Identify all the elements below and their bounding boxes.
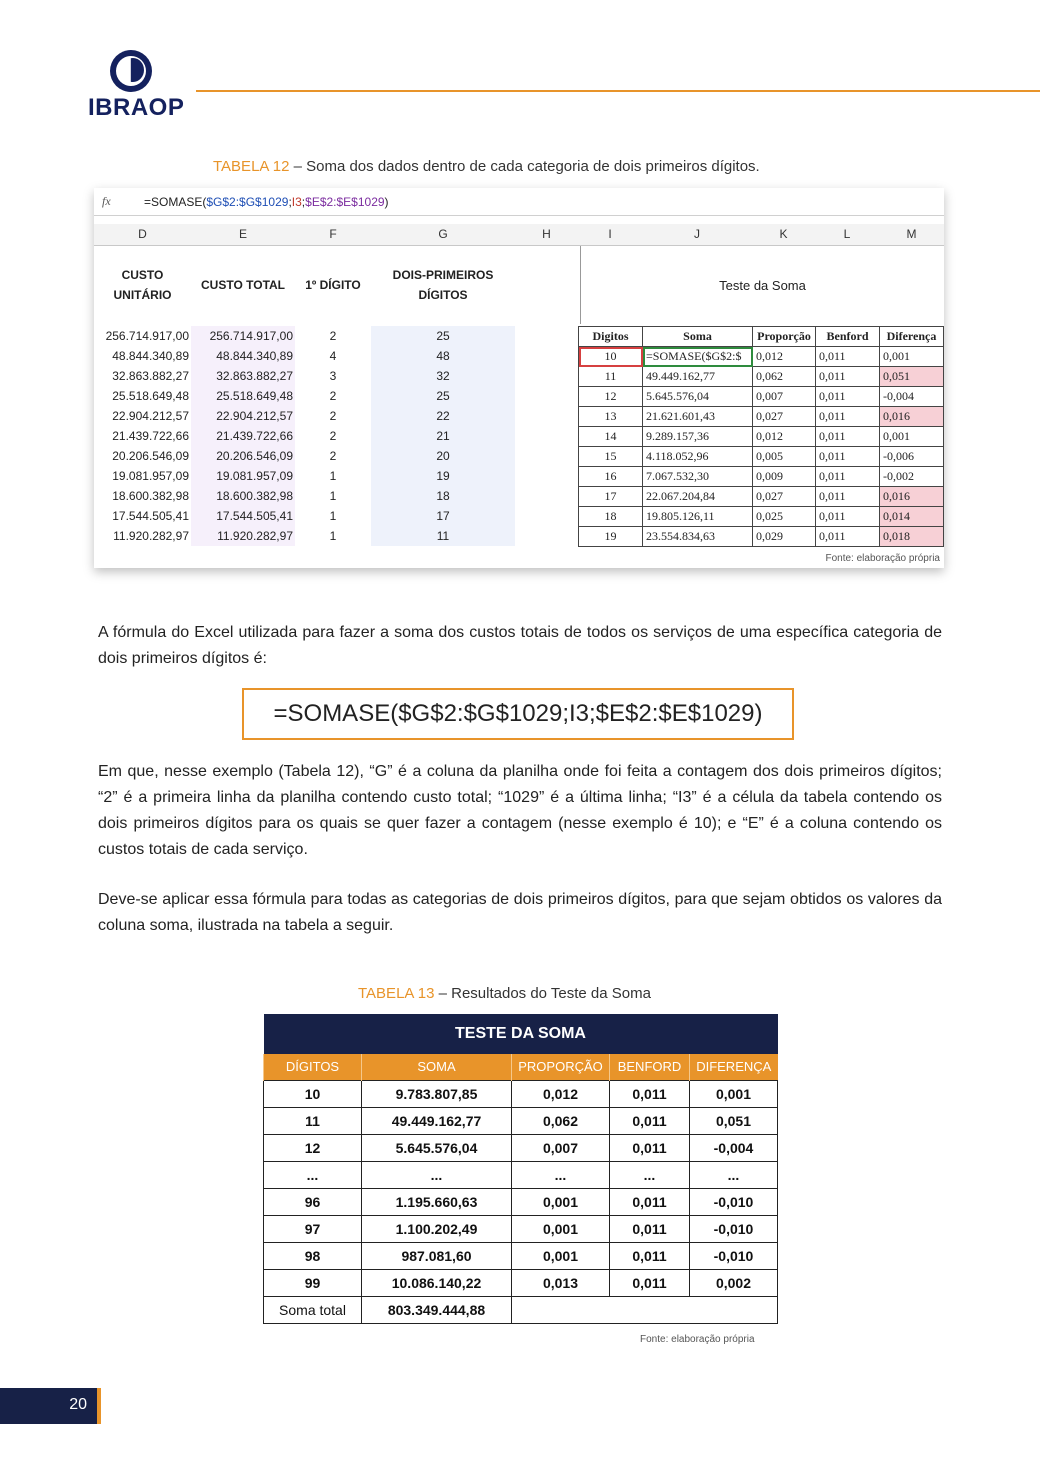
cell-g: 11 [371, 526, 515, 546]
table13-cell: 0,011 [610, 1080, 690, 1107]
cell-k: 0,012 [753, 427, 816, 447]
cell-i: 12 [579, 387, 643, 407]
table13-cell: 10.086.140,22 [362, 1269, 512, 1296]
table13-cell: 0,011 [610, 1107, 690, 1134]
cell-f: 4 [329, 349, 337, 363]
table13-cell: 1.100.202,49 [362, 1215, 512, 1242]
cell-l: 0,011 [816, 427, 880, 447]
cell-e: 20.206.546,09 [191, 446, 295, 466]
table13-banner: TESTE DA SOMA [264, 1014, 778, 1054]
table13-cell: -0,010 [690, 1215, 778, 1242]
table13-header-5: DIFERENÇA [690, 1054, 778, 1080]
teste-da-soma-title: Teste da Soma [580, 246, 944, 324]
right-header-3: Proporção [753, 327, 816, 347]
table-row [579, 387, 944, 407]
cell-e: 22.904.212,57 [191, 406, 295, 426]
table-row [579, 427, 944, 447]
table13-caption [358, 985, 651, 1002]
cell-m: -0,002 [880, 467, 944, 487]
table13-cell: 0,001 [512, 1188, 610, 1215]
left-header-1: CUSTO UNITÁRIO [113, 268, 172, 302]
logo-text: IBRAOP [88, 94, 185, 121]
cell-g: 48 [371, 346, 515, 366]
table13-cell: -0,010 [690, 1188, 778, 1215]
cell-d: 48.844.340,89 [112, 349, 189, 363]
cell-h [515, 526, 578, 546]
table13-label: TABELA 13 [358, 985, 435, 1002]
table13-cell: 0,062 [512, 1107, 610, 1134]
table-row [94, 526, 578, 546]
cell-g: 21 [371, 426, 515, 446]
cell-k: 0,029 [753, 527, 816, 547]
table13-cell: 0,002 [690, 1269, 778, 1296]
cell-i: 17 [579, 487, 643, 507]
cell-f: 2 [329, 449, 337, 463]
cell-e: 18.600.382,98 [191, 486, 295, 506]
table13-cell: 0,001 [690, 1080, 778, 1107]
cell-l: 0,011 [816, 467, 880, 487]
cell-f: 2 [329, 409, 337, 423]
cell-f: 2 [329, 429, 337, 443]
cell-m: 0,018 [880, 527, 944, 547]
table13-cell: 0,012 [512, 1080, 610, 1107]
cell-d: 21.439.722,66 [112, 429, 189, 443]
cell-k: 0,027 [753, 487, 816, 507]
table13-cell: 96 [264, 1188, 362, 1215]
table-row [94, 446, 578, 466]
cell-l: 0,011 [816, 487, 880, 507]
cell-g: 19 [371, 466, 515, 486]
cell-h [515, 466, 578, 486]
column-letter-i: I [608, 227, 612, 241]
cell-d: 32.863.882,27 [112, 369, 189, 383]
cell-j: 49.449.162,77 [643, 367, 753, 387]
fx-icon: fx [102, 194, 111, 208]
cell-i: 16 [579, 467, 643, 487]
table13-cell: 99 [264, 1269, 362, 1296]
table13-cell: 0,011 [610, 1134, 690, 1161]
cell-e: 256.714.917,00 [191, 326, 295, 346]
cell-l: 0,011 [816, 447, 880, 467]
table13-header-3: PROPORÇÃO [512, 1054, 610, 1080]
column-letter-g: G [438, 227, 448, 241]
cell-h [515, 346, 578, 366]
cell-k: 0,007 [753, 387, 816, 407]
cell-h [515, 506, 578, 526]
column-letter-h: H [542, 227, 551, 241]
table13-cell: 987.081,60 [362, 1242, 512, 1269]
cell-m: 0,014 [880, 507, 944, 527]
cell-h [515, 406, 578, 426]
cell-e: 19.081.957,09 [191, 466, 295, 486]
left-header-2: CUSTO TOTAL [201, 278, 285, 292]
table13-cell: -0,004 [690, 1134, 778, 1161]
cell-g: 20 [371, 446, 515, 466]
table-row [264, 1134, 778, 1161]
table13-cell: 0,007 [512, 1134, 610, 1161]
right-header-1: Digitos [579, 327, 643, 347]
cell-m: -0,006 [880, 447, 944, 467]
cell-m: 0,001 [880, 347, 944, 367]
table13-total-value: 803.349.444,88 [362, 1296, 512, 1323]
table-row [94, 366, 578, 386]
column-letter-l: L [843, 227, 851, 241]
cell-m: 0,051 [880, 367, 944, 387]
table13-cell: 98 [264, 1242, 362, 1269]
cell-f: 1 [329, 469, 337, 483]
cell-j: 7.067.532,30 [643, 467, 753, 487]
paragraph-2: Em que, nesse exemplo (Tabela 12), “G” é a coluna da planilha onde foi feita a contagem dos dois primeiros dígitos; “2” é a primeira linha da planilha contendo custo total; “1029” é a última linha; “I3” é a célula da tabela contendo os dois primeiros dígitos para os quais se quer fazer a contagem (nesse exemplo é 10); e “E” é a coluna contendo os custos totais de cada serviço. [98, 763, 942, 858]
cell-d: 256.714.917,00 [105, 329, 189, 343]
column-letter-k: K [779, 227, 788, 241]
table-row [264, 1215, 778, 1242]
table-row [579, 447, 944, 467]
table13-cell: 5.645.576,04 [362, 1134, 512, 1161]
column-letter-f: F [329, 227, 337, 241]
table-row [579, 367, 944, 387]
cell-f: 2 [329, 389, 337, 403]
table-row [94, 326, 578, 346]
cell-e: 48.844.340,89 [191, 346, 295, 366]
table13-cell: ... [610, 1161, 690, 1188]
table13-cell: 0,001 [512, 1242, 610, 1269]
formula-bar-text: =SOMASE($G$2:$G$1029;I3;$E$2:$E$1029) [144, 195, 389, 209]
paragraph-3: Deve-se aplicar essa fórmula para todas as categorias de dois primeiros dígitos, para que sejam obtidos os valores da coluna soma, ilustrada na tabela a seguir. [98, 891, 942, 934]
teste-da-soma-table [578, 326, 944, 547]
page-number: 20 [69, 1396, 87, 1413]
table13-cell: ... [362, 1161, 512, 1188]
table13-cell: 0,011 [610, 1215, 690, 1242]
cell-j: 19.805.126,11 [643, 507, 753, 527]
column-letter-e: E [238, 227, 247, 241]
table-row [579, 467, 944, 487]
column-letters [94, 224, 944, 246]
cell-m: 0,016 [880, 487, 944, 507]
cell-k: 0,027 [753, 407, 816, 427]
cell-e: 25.518.649,48 [191, 386, 295, 406]
cell-d: 18.600.382,98 [112, 489, 189, 503]
ibraop-logo [88, 50, 188, 122]
formula-bar [94, 188, 944, 216]
table-row [94, 386, 578, 406]
table13-cell: 12 [264, 1134, 362, 1161]
table13 [263, 1014, 778, 1324]
table-row [579, 507, 944, 527]
table13-cell: 0,011 [610, 1188, 690, 1215]
cell-l: 0,011 [816, 527, 880, 547]
cell-j: 21.621.601,43 [643, 407, 753, 427]
cell-f: 1 [329, 529, 337, 543]
cell-i: 11 [579, 367, 643, 387]
cell-l: 0,011 [816, 407, 880, 427]
cell-j: 9.289.157,36 [643, 427, 753, 447]
table13-cell: 0,011 [610, 1269, 690, 1296]
table-row [579, 347, 944, 367]
table-row [94, 466, 578, 486]
table-row [264, 1269, 778, 1296]
table13-cell: 0,011 [610, 1242, 690, 1269]
table13-cell: 10 [264, 1080, 362, 1107]
right-header-2: Soma [643, 327, 753, 347]
table13-header-1: DÍGITOS [264, 1054, 362, 1080]
table13-cell: ... [690, 1161, 778, 1188]
table13-cell: ... [512, 1161, 610, 1188]
table-row [264, 1080, 778, 1107]
table13-cell: 0,001 [512, 1215, 610, 1242]
cell-f: 1 [329, 509, 337, 523]
page-number-accent [97, 1388, 101, 1424]
cell-h [515, 486, 578, 506]
table-row [264, 1242, 778, 1269]
table13-source: Fonte: elaboração própria [640, 1334, 755, 1345]
cell-g: 18 [371, 486, 515, 506]
cell-f: 1 [329, 489, 337, 503]
table13-cell: 0,013 [512, 1269, 610, 1296]
cell-k: 0,012 [753, 347, 816, 367]
cell-i: 19 [579, 527, 643, 547]
table13-total-empty [512, 1296, 778, 1323]
table12-title: – Soma dos dados dentro de cada categoria de dois primeiros dígitos. [289, 158, 760, 175]
table-row [264, 1107, 778, 1134]
table-row [264, 1161, 778, 1188]
cell-f: 2 [329, 329, 337, 343]
table13-cell: 1.195.660,63 [362, 1188, 512, 1215]
cell-i: 14 [579, 427, 643, 447]
cell-l: 0,011 [816, 507, 880, 527]
logo-mark-icon [110, 50, 152, 92]
cell-f: 3 [329, 369, 337, 383]
table-row [579, 407, 944, 427]
table-row [579, 487, 944, 507]
table-row [94, 426, 578, 446]
table13-total-row [264, 1296, 778, 1323]
cell-j: 4.118.052,96 [643, 447, 753, 467]
cell-j: 22.067.204,84 [643, 487, 753, 507]
page-number-box [0, 1388, 97, 1424]
cell-k: 0,025 [753, 507, 816, 527]
formula-box: =SOMASE($G$2:$G$1029;I3;$E$2:$E$1029) [242, 688, 794, 740]
cell-l: 0,011 [816, 347, 880, 367]
cell-h [515, 446, 578, 466]
cell-k: 0,005 [753, 447, 816, 467]
table13-header-2: SOMA [362, 1054, 512, 1080]
cell-j: 5.645.576,04 [643, 387, 753, 407]
table13-cell: 0,051 [690, 1107, 778, 1134]
table12-caption [213, 158, 760, 175]
cell-m: -0,004 [880, 387, 944, 407]
table12-label: TABELA 12 [213, 158, 290, 175]
column-letter-m: M [906, 227, 917, 241]
cell-g: 25 [371, 386, 515, 406]
cell-h [515, 386, 578, 406]
cell-m: 0,001 [880, 427, 944, 447]
table13-title: – Resultados do Teste da Soma [434, 985, 651, 1002]
table13-header-4: BENFORD [610, 1054, 690, 1080]
table-row [94, 506, 578, 526]
table-row [264, 1188, 778, 1215]
spreadsheet-screenshot [94, 188, 944, 568]
cell-d: 20.206.546,09 [112, 449, 189, 463]
right-header-4: Benford [816, 327, 880, 347]
header-rule [196, 90, 1040, 92]
cell-e: 11.920.282,97 [191, 526, 295, 546]
cell-i: 13 [579, 407, 643, 427]
cell-i: 15 [579, 447, 643, 467]
cell-l: 0,011 [816, 367, 880, 387]
column-letter-d: D [138, 227, 147, 241]
table-row [94, 406, 578, 426]
table-row [579, 527, 944, 547]
cell-k: 0,062 [753, 367, 816, 387]
cell-d: 11.920.282,97 [113, 529, 189, 543]
cell-k: 0,009 [753, 467, 816, 487]
cell-h [515, 366, 578, 386]
cell-d: 25.518.649,48 [112, 389, 189, 403]
left-header-row [94, 246, 578, 324]
cell-i: 10 [579, 347, 643, 367]
cell-e: 21.439.722,66 [191, 426, 295, 446]
cell-l: 0,011 [816, 387, 880, 407]
cell-j: 23.554.834,63 [643, 527, 753, 547]
cell-g: 22 [371, 406, 515, 426]
table-row [94, 486, 578, 506]
table13-cell: 11 [264, 1107, 362, 1134]
cell-e: 17.544.505,41 [191, 506, 295, 526]
cell-h [515, 426, 578, 446]
cell-j: =SOMASE($G$2:$ [643, 347, 753, 367]
cell-m: 0,016 [880, 407, 944, 427]
table13-total-label: Soma total [264, 1296, 362, 1323]
table13-cell: 9.783.807,85 [362, 1080, 512, 1107]
cell-d: 19.081.957,09 [112, 469, 189, 483]
table13-cell: 49.449.162,77 [362, 1107, 512, 1134]
cell-i: 18 [579, 507, 643, 527]
left-header-3: 1º DÍGITO [305, 278, 361, 292]
right-header-5: Diferença [880, 327, 944, 347]
cell-e: 32.863.882,27 [191, 366, 295, 386]
table13-cell: 97 [264, 1215, 362, 1242]
table13-cell: -0,010 [690, 1242, 778, 1269]
cell-g: 17 [371, 506, 515, 526]
table13-cell: ... [264, 1161, 362, 1188]
cell-g: 25 [371, 326, 515, 346]
left-header-4: DOIS-PRIMEIROS DÍGITOS [392, 268, 494, 302]
column-letter-j: J [694, 227, 700, 241]
paragraph-1: A fórmula do Excel utilizada para fazer a soma dos custos totais de todos os serviços de uma específica categoria de dois primeiros dígitos é: [98, 624, 942, 667]
table-row [94, 346, 578, 366]
table12-source: Fonte: elaboração própria [825, 553, 940, 564]
cell-h [515, 326, 578, 346]
cell-d: 22.904.212,57 [112, 409, 189, 423]
left-data-table [94, 326, 578, 546]
cell-g: 32 [371, 366, 515, 386]
cell-d: 17.544.505,41 [112, 509, 189, 523]
